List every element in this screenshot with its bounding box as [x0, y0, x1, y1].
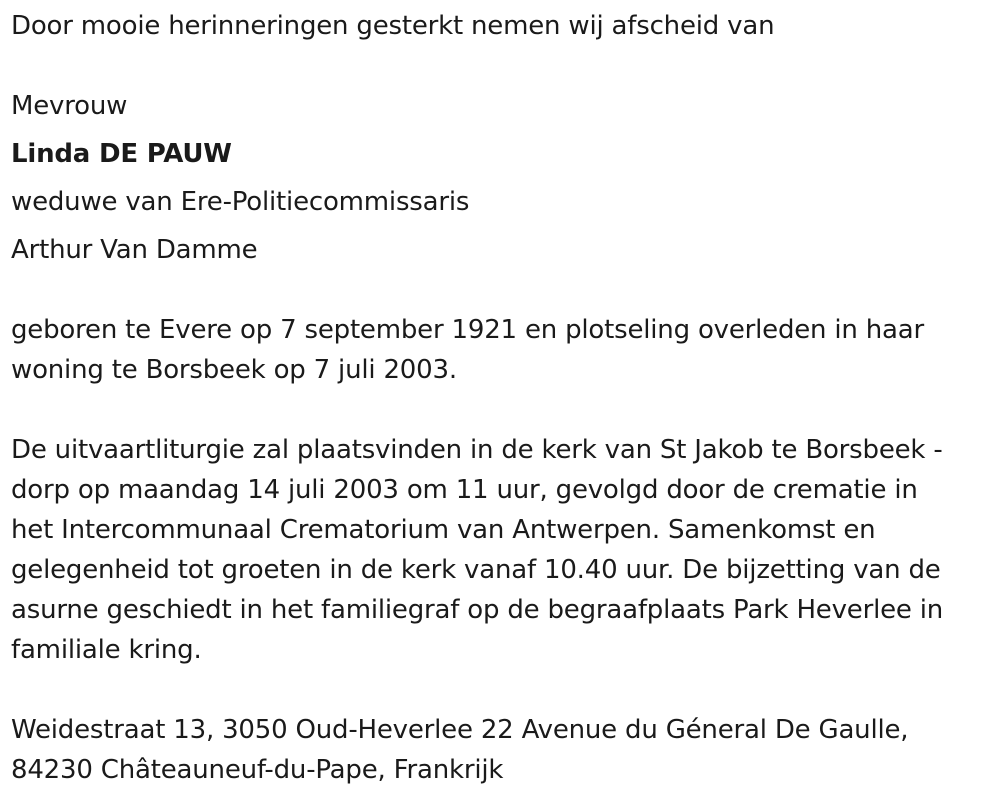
deceased-name: Linda DE PAUW — [11, 139, 232, 169]
birth-death-paragraph — [11, 310, 924, 390]
paragraph-line: Weidestraat 13, 3050 Oud-Heverlee 22 Avenue du Géneral De Gaulle, — [11, 715, 909, 745]
address-paragraph — [11, 710, 908, 790]
widow-of-line-2: Arthur Van Damme — [11, 235, 258, 265]
intro-text: Door mooie herinneringen gesterkt nemen wij afscheid van — [11, 11, 775, 41]
paragraph-line: De uitvaartliturgie zal plaatsvinden in de kerk van St Jakob te Borsbeek - — [11, 435, 943, 465]
salutation: Mevrouw — [11, 91, 128, 121]
paragraph-line: het Intercommunaal Crematorium van Antwerpen. Samenkomst en — [11, 515, 876, 545]
paragraph-line: geboren te Evere op 7 september 1921 en plotseling overleden in haar — [11, 315, 924, 345]
funeral-paragraph — [11, 430, 943, 670]
paragraph-line: 84230 Châteauneuf-du-Pape, Frankrijk — [11, 755, 504, 785]
paragraph-line: gelegenheid tot groeten in de kerk vanaf 10.40 uur. De bijzetting van de — [11, 555, 941, 585]
paragraph-line: familiale kring. — [11, 635, 202, 665]
paragraph-line: dorp op maandag 14 juli 2003 om 11 uur, gevolgd door de crematie in — [11, 475, 918, 505]
paragraph-line: asurne geschiedt in het familiegraf op de begraafplaats Park Heverlee in — [11, 595, 944, 625]
widow-of-line-1: weduwe van Ere-Politiecommissaris — [11, 187, 470, 217]
paragraph-line: woning te Borsbeek op 7 juli 2003. — [11, 355, 457, 385]
